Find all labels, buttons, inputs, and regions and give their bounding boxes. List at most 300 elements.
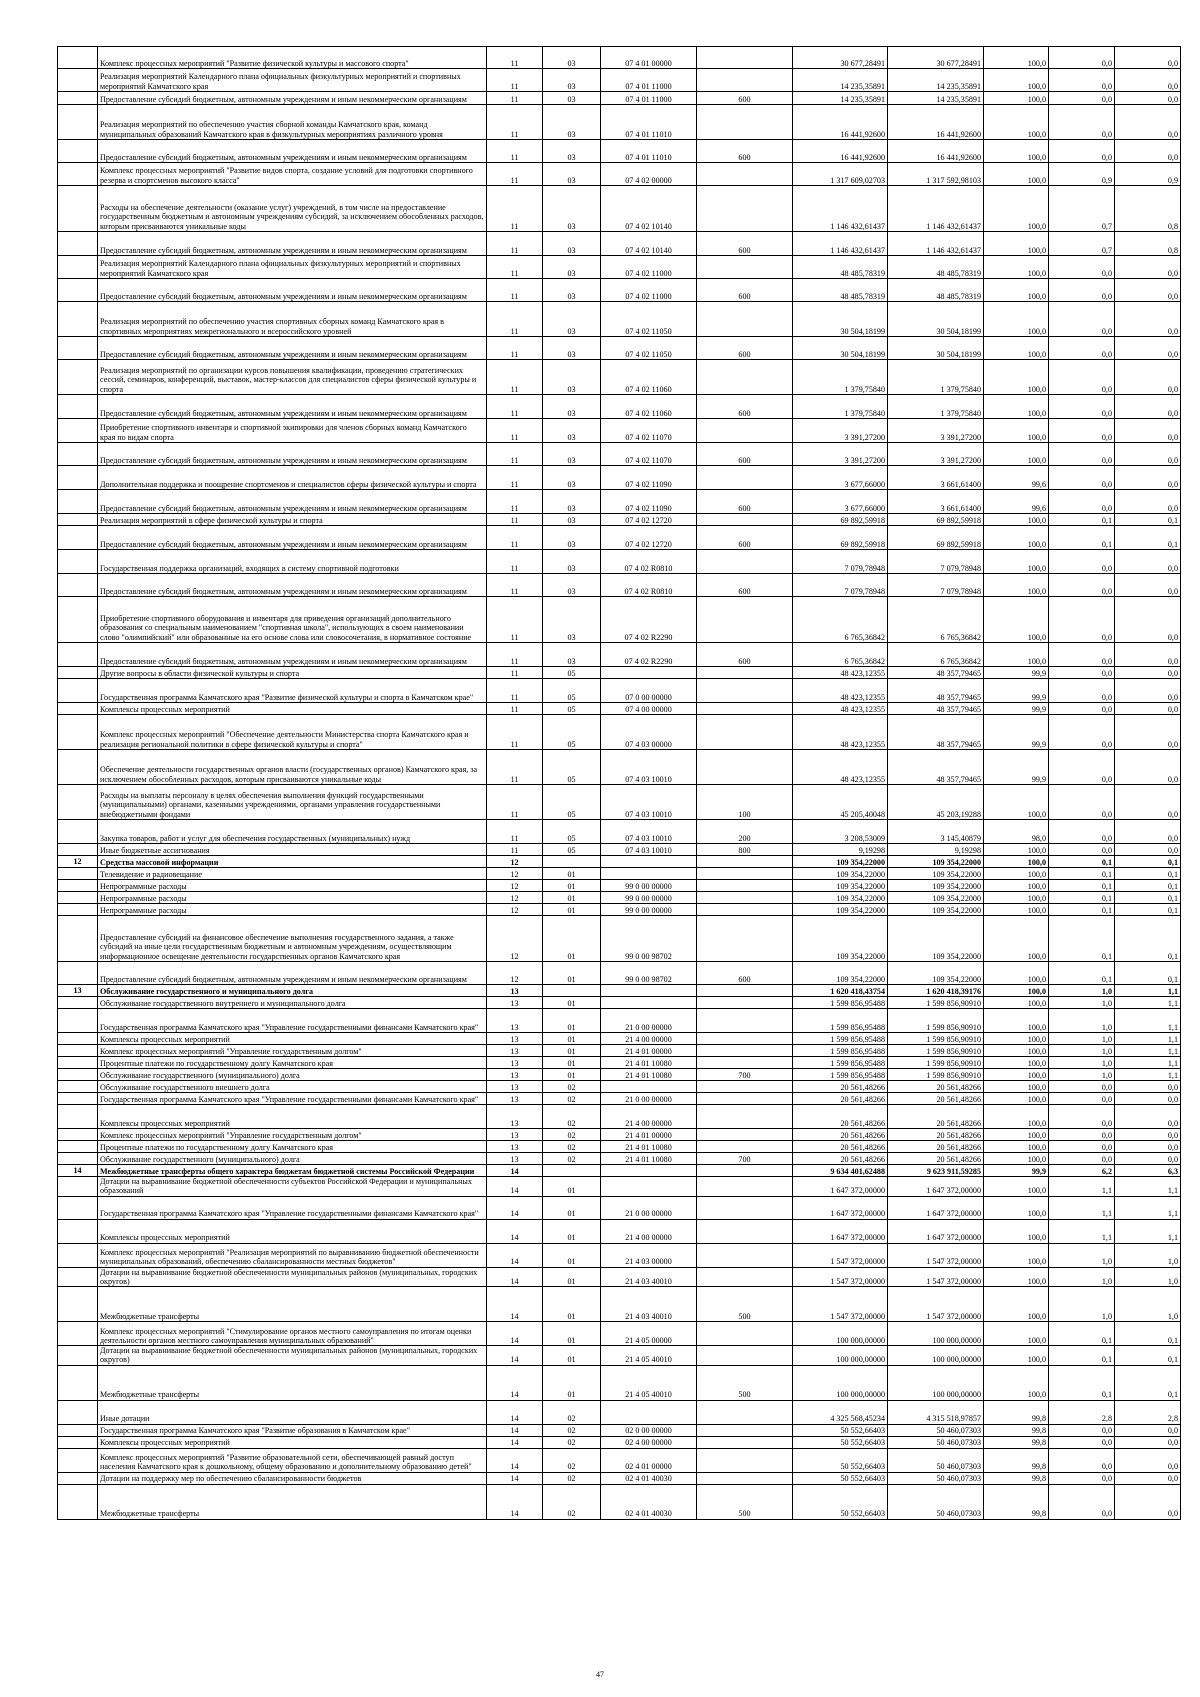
expense-type-cell xyxy=(697,1129,793,1141)
page-number: 47 xyxy=(596,1670,604,1679)
executed-amount-cell: 1 146 432,61437 xyxy=(888,232,984,256)
section-code-cell: 13 xyxy=(487,1129,543,1141)
expense-type-cell xyxy=(697,985,793,997)
share-planned-cell: 0,0 xyxy=(1049,679,1115,703)
item-name-cell: Дотации на выравнивание бюджетной обеспеченности муниципальных районов (муниципальных, городских округов) xyxy=(98,1267,487,1287)
share-planned-cell: 0,0 xyxy=(1049,69,1115,92)
planned-amount-cell: 20 561,48266 xyxy=(793,1093,888,1105)
executed-amount-cell: 48 485,78319 xyxy=(888,256,984,279)
execution-percent-cell: 99,8 xyxy=(984,1484,1049,1519)
planned-amount-cell: 20 561,48266 xyxy=(793,1141,888,1153)
table-row xyxy=(58,1322,1181,1346)
share-executed-cell: 0,0 xyxy=(1115,69,1181,92)
planned-amount-cell: 100 000,00000 xyxy=(793,1365,888,1400)
execution-percent-cell: 100,0 xyxy=(984,105,1049,140)
expense-type-cell: 700 xyxy=(697,1069,793,1081)
executed-amount-cell: 1 599 856,90910 xyxy=(888,1057,984,1069)
execution-percent-cell: 100,0 xyxy=(984,844,1049,856)
section-number-cell xyxy=(58,490,98,514)
share-executed-cell: 0,1 xyxy=(1115,892,1181,904)
execution-percent-cell: 100,0 xyxy=(984,856,1049,868)
share-planned-cell: 0,0 xyxy=(1049,256,1115,279)
section-number-cell xyxy=(58,667,98,679)
share-executed-cell: 0,0 xyxy=(1115,597,1181,643)
executed-amount-cell: 48 485,78319 xyxy=(888,279,984,302)
subsection-code-cell: 03 xyxy=(543,466,601,490)
section-number-cell xyxy=(58,916,98,962)
expense-type-cell xyxy=(697,1243,793,1267)
share-executed-cell: 0,0 xyxy=(1115,279,1181,302)
expense-type-cell: 200 xyxy=(697,820,793,844)
item-name-cell: Межбюджетные трансферты xyxy=(98,1484,487,1519)
expense-type-cell xyxy=(697,1424,793,1436)
share-planned-cell: 0,1 xyxy=(1049,856,1115,868)
table-row xyxy=(58,1484,1181,1519)
item-name-cell: Обслуживание государственного (муниципального) долга xyxy=(98,1069,487,1081)
subsection-code-cell: 03 xyxy=(543,186,601,232)
table-row xyxy=(58,868,1181,880)
section-number-cell xyxy=(58,232,98,256)
execution-percent-cell: 100,0 xyxy=(984,1105,1049,1129)
item-name-cell: Межбюджетные трансферты общего характера бюджетам бюджетной системы Российской Федерации xyxy=(98,1165,487,1177)
section-code-cell: 13 xyxy=(487,1153,543,1165)
section-number-cell xyxy=(58,302,98,337)
subsection-code-cell: 03 xyxy=(543,232,601,256)
section-code-cell: 12 xyxy=(487,868,543,880)
share-planned-cell: 0,0 xyxy=(1049,1424,1115,1436)
share-planned-cell: 0,1 xyxy=(1049,916,1115,962)
planned-amount-cell: 1 547 372,00000 xyxy=(793,1243,888,1267)
expense-type-cell: 600 xyxy=(697,232,793,256)
share-executed-cell: 0,0 xyxy=(1115,750,1181,785)
executed-amount-cell: 1 599 856,90910 xyxy=(888,1009,984,1033)
table-row xyxy=(58,550,1181,574)
expense-type-cell xyxy=(697,997,793,1009)
subsection-code-cell: 01 xyxy=(543,1243,601,1267)
section-number-cell xyxy=(58,1424,98,1436)
section-number-cell xyxy=(58,844,98,856)
expense-type-cell xyxy=(697,880,793,892)
table-row xyxy=(58,1346,1181,1366)
section-number-cell xyxy=(58,1365,98,1400)
subsection-code-cell: 02 xyxy=(543,1093,601,1105)
section-code-cell: 11 xyxy=(487,419,543,443)
share-planned-cell: 0,0 xyxy=(1049,279,1115,302)
section-number-cell xyxy=(58,514,98,526)
executed-amount-cell: 109 354,22000 xyxy=(888,880,984,892)
section-code-cell: 14 xyxy=(487,1400,543,1424)
subsection-code-cell: 02 xyxy=(543,1081,601,1093)
executed-amount-cell: 50 460,07303 xyxy=(888,1436,984,1448)
table-row xyxy=(58,1424,1181,1436)
table-row xyxy=(58,820,1181,844)
item-name-cell: Предоставление субсидий бюджетным, автономным учреждениям и иным некоммерческим организациям xyxy=(98,962,487,985)
item-name-cell: Комплекс процессных мероприятий "Развитие физической культуры и массового спорта" xyxy=(98,47,487,69)
section-number-cell xyxy=(58,140,98,163)
planned-amount-cell: 6 765,36842 xyxy=(793,643,888,667)
subsection-code-cell: 03 xyxy=(543,490,601,514)
execution-percent-cell: 100,0 xyxy=(984,186,1049,232)
section-code-cell: 11 xyxy=(487,186,543,232)
share-planned-cell: 0,0 xyxy=(1049,1081,1115,1093)
planned-amount-cell: 100 000,00000 xyxy=(793,1346,888,1366)
section-number-cell xyxy=(58,337,98,360)
target-article-cell: 07 4 02 R0810 xyxy=(601,574,697,597)
section-number-cell xyxy=(58,1472,98,1484)
expense-type-cell xyxy=(697,1177,793,1197)
subsection-code-cell: 03 xyxy=(543,597,601,643)
planned-amount-cell: 1 146 432,61437 xyxy=(793,186,888,232)
section-code-cell: 13 xyxy=(487,985,543,997)
planned-amount-cell: 1 647 372,00000 xyxy=(793,1219,888,1243)
section-code-cell: 12 xyxy=(487,916,543,962)
expense-type-cell xyxy=(697,679,793,703)
executed-amount-cell: 50 460,07303 xyxy=(888,1472,984,1484)
target-article-cell xyxy=(601,997,697,1009)
subsection-code-cell: 02 xyxy=(543,1400,601,1424)
execution-percent-cell: 100,0 xyxy=(984,1267,1049,1287)
executed-amount-cell: 4 315 518,97857 xyxy=(888,1400,984,1424)
section-code-cell: 11 xyxy=(487,232,543,256)
section-code-cell: 11 xyxy=(487,679,543,703)
expense-type-cell xyxy=(697,868,793,880)
share-planned-cell: 1,0 xyxy=(1049,1045,1115,1057)
section-code-cell: 13 xyxy=(487,1045,543,1057)
subsection-code-cell: 03 xyxy=(543,574,601,597)
expense-type-cell: 600 xyxy=(697,337,793,360)
share-planned-cell: 0,9 xyxy=(1049,163,1115,186)
share-executed-cell: 0,0 xyxy=(1115,820,1181,844)
table-row xyxy=(58,395,1181,419)
share-executed-cell: 0,0 xyxy=(1115,443,1181,466)
table-row xyxy=(58,703,1181,715)
execution-percent-cell: 100,0 xyxy=(984,1346,1049,1366)
share-planned-cell: 0,0 xyxy=(1049,1129,1115,1141)
section-number-cell: 12 xyxy=(58,856,98,868)
table-row xyxy=(58,1400,1181,1424)
expense-type-cell xyxy=(697,256,793,279)
item-name-cell: Государственная программа Камчатского края "Управление государственными финансами Камчатского края" xyxy=(98,1196,487,1219)
planned-amount-cell: 1 599 856,95488 xyxy=(793,1009,888,1033)
expense-type-cell xyxy=(697,715,793,750)
share-executed-cell: 1,1 xyxy=(1115,985,1181,997)
subsection-code-cell: 02 xyxy=(543,1141,601,1153)
section-code-cell: 12 xyxy=(487,880,543,892)
executed-amount-cell: 3 145,40879 xyxy=(888,820,984,844)
target-article-cell: 99 0 00 00000 xyxy=(601,880,697,892)
section-number-cell xyxy=(58,279,98,302)
section-code-cell: 14 xyxy=(487,1424,543,1436)
executed-amount-cell: 30 677,28491 xyxy=(888,47,984,69)
table-row xyxy=(58,904,1181,916)
item-name-cell: Обслуживание государственного и муниципального долга xyxy=(98,985,487,997)
target-article-cell: 07 4 02 12720 xyxy=(601,526,697,550)
subsection-code-cell: 03 xyxy=(543,140,601,163)
expense-type-cell: 500 xyxy=(697,1287,793,1322)
target-article-cell: 07 4 02 11000 xyxy=(601,279,697,302)
executed-amount-cell: 7 079,78948 xyxy=(888,574,984,597)
expense-type-cell xyxy=(697,750,793,785)
target-article-cell: 07 4 02 11070 xyxy=(601,419,697,443)
subsection-code-cell: 03 xyxy=(543,92,601,105)
item-name-cell: Комплекс процессных мероприятий "Развитие видов спорта, создание условий для подготовки спортивного резерва и спортсменов высокого класса" xyxy=(98,163,487,186)
expense-type-cell: 600 xyxy=(697,279,793,302)
target-article-cell: 02 4 01 00000 xyxy=(601,1448,697,1472)
table-row xyxy=(58,1177,1181,1197)
share-executed-cell: 0,0 xyxy=(1115,574,1181,597)
expense-type-cell xyxy=(697,1165,793,1177)
subsection-code-cell: 02 xyxy=(543,1153,601,1165)
executed-amount-cell: 1 146 432,61437 xyxy=(888,186,984,232)
executed-amount-cell: 1 317 592,98103 xyxy=(888,163,984,186)
expense-type-cell xyxy=(697,163,793,186)
target-article-cell: 07 4 02 11070 xyxy=(601,443,697,466)
table-row xyxy=(58,279,1181,302)
planned-amount-cell: 4 325 568,45234 xyxy=(793,1400,888,1424)
section-number-cell xyxy=(58,820,98,844)
share-executed-cell: 0,8 xyxy=(1115,186,1181,232)
share-executed-cell: 6,3 xyxy=(1115,1165,1181,1177)
executed-amount-cell: 100 000,00000 xyxy=(888,1322,984,1346)
executed-amount-cell: 9 623 911,59285 xyxy=(888,1165,984,1177)
share-executed-cell: 0,1 xyxy=(1115,856,1181,868)
section-number-cell xyxy=(58,750,98,785)
expense-type-cell: 600 xyxy=(697,395,793,419)
table-row xyxy=(58,1141,1181,1153)
target-article-cell xyxy=(601,1165,697,1177)
table-row xyxy=(58,140,1181,163)
subsection-code-cell: 03 xyxy=(543,514,601,526)
executed-amount-cell: 69 892,59918 xyxy=(888,514,984,526)
target-article-cell: 07 4 03 10010 xyxy=(601,820,697,844)
executed-amount-cell: 48 357,79465 xyxy=(888,750,984,785)
executed-amount-cell: 3 661,61400 xyxy=(888,466,984,490)
executed-amount-cell: 50 460,07303 xyxy=(888,1424,984,1436)
share-planned-cell: 0,1 xyxy=(1049,904,1115,916)
expense-type-cell xyxy=(697,419,793,443)
item-name-cell: Иные дотации xyxy=(98,1400,487,1424)
subsection-code-cell xyxy=(543,985,601,997)
subsection-code-cell: 05 xyxy=(543,750,601,785)
section-code-cell: 14 xyxy=(487,1346,543,1366)
share-planned-cell: 0,1 xyxy=(1049,1322,1115,1346)
execution-percent-cell: 98,0 xyxy=(984,820,1049,844)
expense-type-cell xyxy=(697,105,793,140)
target-article-cell: 07 4 01 11010 xyxy=(601,105,697,140)
target-article-cell: 21 4 01 10080 xyxy=(601,1057,697,1069)
share-planned-cell: 0,0 xyxy=(1049,703,1115,715)
target-article-cell xyxy=(601,868,697,880)
section-code-cell: 13 xyxy=(487,1081,543,1093)
execution-percent-cell: 100,0 xyxy=(984,69,1049,92)
target-article-cell: 21 4 05 00000 xyxy=(601,1322,697,1346)
planned-amount-cell: 69 892,59918 xyxy=(793,526,888,550)
section-code-cell: 11 xyxy=(487,667,543,679)
section-code-cell: 11 xyxy=(487,443,543,466)
section-code-cell: 11 xyxy=(487,466,543,490)
planned-amount-cell: 6 765,36842 xyxy=(793,597,888,643)
table-row xyxy=(58,1365,1181,1400)
table-row xyxy=(58,916,1181,962)
subsection-code-cell xyxy=(543,1165,601,1177)
executed-amount-cell: 1 379,75840 xyxy=(888,395,984,419)
subsection-code-cell: 01 xyxy=(543,880,601,892)
expense-type-cell xyxy=(697,1141,793,1153)
share-planned-cell: 0,0 xyxy=(1049,750,1115,785)
executed-amount-cell: 1 620 418,39176 xyxy=(888,985,984,997)
planned-amount-cell: 1 620 418,43754 xyxy=(793,985,888,997)
section-code-cell: 14 xyxy=(487,1177,543,1197)
executed-amount-cell: 50 460,07303 xyxy=(888,1448,984,1472)
table-row xyxy=(58,750,1181,785)
section-code-cell: 11 xyxy=(487,302,543,337)
share-executed-cell: 1,1 xyxy=(1115,1219,1181,1243)
section-code-cell: 13 xyxy=(487,1009,543,1033)
share-executed-cell: 1,1 xyxy=(1115,1009,1181,1033)
planned-amount-cell: 1 599 856,95488 xyxy=(793,1057,888,1069)
expense-type-cell xyxy=(697,1219,793,1243)
table-row xyxy=(58,892,1181,904)
share-planned-cell: 1,0 xyxy=(1049,1033,1115,1045)
section-code-cell: 11 xyxy=(487,597,543,643)
target-article-cell: 21 4 01 00000 xyxy=(601,1045,697,1057)
share-planned-cell: 1,0 xyxy=(1049,1287,1115,1322)
execution-percent-cell: 99,6 xyxy=(984,490,1049,514)
share-executed-cell: 0,0 xyxy=(1115,337,1181,360)
item-name-cell: Дотации на выравнивание бюджетной обеспеченности муниципальных районов (муниципальных, городских округов) xyxy=(98,1346,487,1366)
planned-amount-cell: 1 599 856,95488 xyxy=(793,997,888,1009)
subsection-code-cell: 03 xyxy=(543,550,601,574)
share-planned-cell: 0,0 xyxy=(1049,140,1115,163)
share-planned-cell: 0,0 xyxy=(1049,1093,1115,1105)
share-executed-cell: 0,0 xyxy=(1115,360,1181,395)
execution-percent-cell: 100,0 xyxy=(984,1093,1049,1105)
planned-amount-cell: 109 354,22000 xyxy=(793,868,888,880)
section-number-cell xyxy=(58,1219,98,1243)
executed-amount-cell: 1 379,75840 xyxy=(888,360,984,395)
share-planned-cell: 0,0 xyxy=(1049,47,1115,69)
execution-percent-cell: 100,0 xyxy=(984,1196,1049,1219)
subsection-code-cell: 02 xyxy=(543,1129,601,1141)
table-row xyxy=(58,443,1181,466)
target-article-cell: 07 4 01 11010 xyxy=(601,140,697,163)
planned-amount-cell: 20 561,48266 xyxy=(793,1081,888,1093)
share-planned-cell: 0,0 xyxy=(1049,820,1115,844)
planned-amount-cell: 1 547 372,00000 xyxy=(793,1287,888,1322)
share-executed-cell: 0,1 xyxy=(1115,1322,1181,1346)
share-planned-cell: 1,0 xyxy=(1049,997,1115,1009)
execution-percent-cell: 100,0 xyxy=(984,1153,1049,1165)
table-row xyxy=(58,1081,1181,1093)
execution-percent-cell: 100,0 xyxy=(984,163,1049,186)
planned-amount-cell: 48 423,12355 xyxy=(793,667,888,679)
subsection-code-cell: 03 xyxy=(543,302,601,337)
execution-percent-cell: 100,0 xyxy=(984,1009,1049,1033)
target-article-cell: 07 4 01 11000 xyxy=(601,69,697,92)
execution-percent-cell: 99,8 xyxy=(984,1472,1049,1484)
executed-amount-cell: 100 000,00000 xyxy=(888,1346,984,1366)
section-code-cell: 11 xyxy=(487,337,543,360)
section-number-cell xyxy=(58,1400,98,1424)
subsection-code-cell: 03 xyxy=(543,279,601,302)
subsection-code-cell: 03 xyxy=(543,256,601,279)
share-executed-cell: 0,1 xyxy=(1115,880,1181,892)
share-planned-cell: 6,2 xyxy=(1049,1165,1115,1177)
section-code-cell: 12 xyxy=(487,892,543,904)
table-row xyxy=(58,1287,1181,1322)
subsection-code-cell: 03 xyxy=(543,163,601,186)
executed-amount-cell: 1 547 372,00000 xyxy=(888,1267,984,1287)
executed-amount-cell: 1 599 856,90910 xyxy=(888,1033,984,1045)
planned-amount-cell: 3 208,53009 xyxy=(793,820,888,844)
planned-amount-cell: 1 599 856,95488 xyxy=(793,1045,888,1057)
section-code-cell: 14 xyxy=(487,1287,543,1322)
section-number-cell xyxy=(58,1448,98,1472)
executed-amount-cell: 50 460,07303 xyxy=(888,1484,984,1519)
item-name-cell: Реализация мероприятий по обеспечению участия спортивных сборных команд Камчатского края в спортивных мероприятиях межрегионального и всероссийского уровней xyxy=(98,302,487,337)
target-article-cell: 99 0 00 00000 xyxy=(601,904,697,916)
item-name-cell: Другие вопросы в области физической культуры и спорта xyxy=(98,667,487,679)
executed-amount-cell: 14 235,35891 xyxy=(888,69,984,92)
item-name-cell: Предоставление субсидий бюджетным, автономным учреждениям и иным некоммерческим организациям xyxy=(98,443,487,466)
share-executed-cell: 1,1 xyxy=(1115,1057,1181,1069)
target-article-cell: 07 4 02 R0810 xyxy=(601,550,697,574)
table-row xyxy=(58,985,1181,997)
target-article-cell: 07 4 03 00000 xyxy=(601,715,697,750)
item-name-cell: Предоставление субсидий бюджетным, автономным учреждениям и иным некоммерческим организациям xyxy=(98,92,487,105)
table-row xyxy=(58,1093,1181,1105)
section-number-cell xyxy=(58,526,98,550)
subsection-code-cell: 03 xyxy=(543,643,601,667)
execution-percent-cell: 100,0 xyxy=(984,232,1049,256)
table-row xyxy=(58,1196,1181,1219)
table-row xyxy=(58,643,1181,667)
planned-amount-cell: 30 504,18199 xyxy=(793,337,888,360)
share-planned-cell: 0,0 xyxy=(1049,490,1115,514)
executed-amount-cell: 109 354,22000 xyxy=(888,856,984,868)
target-article-cell xyxy=(601,1400,697,1424)
executed-amount-cell: 20 561,48266 xyxy=(888,1141,984,1153)
expense-type-cell: 600 xyxy=(697,443,793,466)
execution-percent-cell: 100,0 xyxy=(984,443,1049,466)
share-executed-cell: 0,0 xyxy=(1115,1093,1181,1105)
subsection-code-cell: 01 xyxy=(543,1057,601,1069)
expense-type-cell xyxy=(697,514,793,526)
executed-amount-cell: 109 354,22000 xyxy=(888,904,984,916)
section-code-cell: 13 xyxy=(487,1069,543,1081)
planned-amount-cell: 109 354,22000 xyxy=(793,904,888,916)
expense-type-cell xyxy=(697,916,793,962)
section-code-cell: 11 xyxy=(487,490,543,514)
item-name-cell: Предоставление субсидий бюджетным, автономным учреждениям и иным некоммерческим организациям xyxy=(98,526,487,550)
subsection-code-cell: 01 xyxy=(543,1287,601,1322)
execution-percent-cell: 100,0 xyxy=(984,419,1049,443)
section-number-cell xyxy=(58,47,98,69)
section-code-cell: 11 xyxy=(487,844,543,856)
item-name-cell: Реализация мероприятий по обеспечению участия сборной команды Камчатского края, команд муниципальных образований Камчатского края в физкультурных мероприятиях различного уровня xyxy=(98,105,487,140)
share-planned-cell: 1,0 xyxy=(1049,1009,1115,1033)
subsection-code-cell: 01 xyxy=(543,1267,601,1287)
execution-percent-cell: 99,9 xyxy=(984,703,1049,715)
subsection-code-cell: 01 xyxy=(543,1346,601,1366)
execution-percent-cell: 100,0 xyxy=(984,880,1049,892)
share-planned-cell: 0,0 xyxy=(1049,785,1115,820)
execution-percent-cell: 100,0 xyxy=(984,1129,1049,1141)
section-number-cell xyxy=(58,92,98,105)
item-name-cell: Непрограммные расходы xyxy=(98,892,487,904)
share-executed-cell: 0,0 xyxy=(1115,395,1181,419)
section-number-cell xyxy=(58,1153,98,1165)
